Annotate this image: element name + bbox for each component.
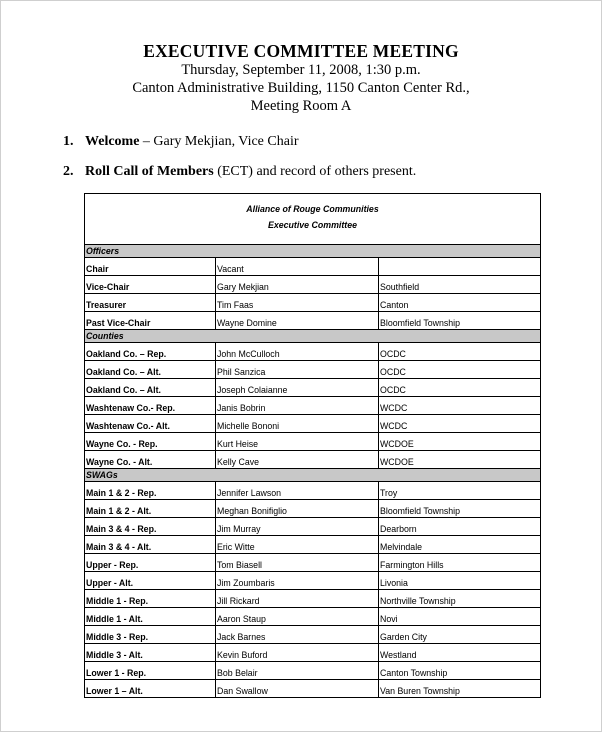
agenda-number: 2. (63, 164, 74, 179)
table-row (85, 572, 540, 590)
community-cell: WCDC (378, 415, 540, 432)
table-row (85, 451, 540, 469)
table-row (85, 276, 540, 294)
table-row (85, 294, 540, 312)
position-cell: Washtenaw Co.- Rep. (86, 403, 176, 413)
community-cell: WCDOE (378, 433, 540, 450)
table-row (85, 258, 540, 276)
member-name-cell: Jill Rickard (215, 590, 378, 607)
table-row (85, 680, 540, 697)
table-row (85, 608, 540, 626)
member-name-cell: Kurt Heise (215, 433, 378, 450)
position-cell: Main 1 & 2 - Rep. (86, 488, 157, 498)
community-cell: Novi (378, 608, 540, 625)
table-row (85, 554, 540, 572)
position-cell: Treasurer (86, 300, 127, 310)
position-cell: Main 3 & 4 - Rep. (86, 524, 157, 534)
community-cell: Bloomfield Township (378, 312, 540, 329)
position-cell: Middle 3 - Rep. (86, 632, 149, 642)
table-body (85, 245, 540, 697)
position-cell: Vice-Chair (86, 282, 130, 292)
member-name-cell: Meghan Bonifiglio (215, 500, 378, 517)
community-cell: Garden City (378, 626, 540, 643)
table-row (85, 536, 540, 554)
table-row (85, 415, 540, 433)
table-row (85, 397, 540, 415)
community-cell: Farmington Hills (378, 554, 540, 571)
agenda-number: 1. (63, 134, 74, 149)
position-cell: Main 3 & 4 - Alt. (86, 542, 152, 552)
community-cell: Northville Township (378, 590, 540, 607)
table-row (85, 662, 540, 680)
meeting-location: Canton Administrative Building, 1150 Canton Center Rd., (132, 80, 470, 96)
position-cell: Main 1 & 2 - Alt. (86, 506, 152, 516)
position-cell: Past Vice-Chair (86, 318, 151, 328)
member-name-cell: Joseph Colaianne (215, 379, 378, 396)
table-row (85, 590, 540, 608)
community-cell: Southfield (378, 276, 540, 293)
position-cell: Middle 1 - Alt. (86, 614, 143, 624)
agenda-heading: Roll Call of Members (85, 164, 214, 179)
member-name-cell: Kevin Buford (215, 644, 378, 661)
table-section-header: Officers (85, 245, 540, 258)
table-row (85, 312, 540, 330)
position-cell: Wayne Co. - Rep. (86, 439, 158, 449)
member-name-cell: Michelle Bononi (215, 415, 378, 432)
agenda-item-roll-call (63, 164, 416, 180)
table-section-header: SWAGs (85, 469, 540, 482)
table-row (85, 379, 540, 397)
position-cell: Upper - Alt. (86, 578, 134, 588)
agenda-item-welcome (63, 134, 299, 150)
member-name-cell: Vacant (215, 258, 378, 275)
position-cell: Middle 1 - Rep. (86, 596, 149, 606)
community-cell: OCDC (378, 361, 540, 378)
position-cell: Upper - Rep. (86, 560, 139, 570)
member-name-cell: Tom Biasell (215, 554, 378, 571)
community-cell: OCDC (378, 379, 540, 396)
table-row (85, 644, 540, 662)
agenda-text: – Gary Mekjian, Vice Chair (139, 134, 299, 149)
meeting-header (1, 41, 601, 115)
community-cell: WCDC (378, 397, 540, 414)
community-cell: WCDOE (378, 451, 540, 468)
community-cell: Westland (378, 644, 540, 661)
member-name-cell: Dan Swallow (215, 680, 378, 697)
meeting-title: EXECUTIVE COMMITTEE MEETING (143, 41, 459, 61)
table-row (85, 500, 540, 518)
member-name-cell: Bob Belair (215, 662, 378, 679)
meeting-date: Thursday, September 11, 2008, 1:30 p.m. (181, 62, 421, 78)
community-cell: Melvindale (378, 536, 540, 553)
community-cell: Troy (378, 482, 540, 499)
position-cell: Oakland Co. – Rep. (86, 349, 167, 359)
position-cell: Oakland Co. – Alt. (86, 367, 161, 377)
agenda-heading: Welcome (85, 134, 140, 149)
member-name-cell: Kelly Cave (215, 451, 378, 468)
table-header (85, 194, 540, 245)
table-row (85, 626, 540, 644)
member-name-cell: Jack Barnes (215, 626, 378, 643)
member-name-cell: Gary Mekjian (215, 276, 378, 293)
member-name-cell: Eric Witte (215, 536, 378, 553)
meeting-room: Meeting Room A (250, 98, 352, 114)
community-cell: Bloomfield Township (378, 500, 540, 517)
table-row (85, 343, 540, 361)
community-cell: Canton Township (378, 662, 540, 679)
position-cell: Wayne Co. - Alt. (86, 457, 153, 467)
table-row (85, 482, 540, 500)
member-name-cell: Janis Bobrin (215, 397, 378, 414)
community-cell: Dearborn (378, 518, 540, 535)
position-cell: Washtenaw Co.- Alt. (86, 421, 170, 431)
community-cell (378, 258, 540, 275)
member-name-cell: Jennifer Lawson (215, 482, 378, 499)
table-title: Alliance of Rouge Communities (246, 204, 379, 214)
member-name-cell: Tim Faas (215, 294, 378, 311)
table-subtitle: Executive Committee (268, 220, 357, 230)
member-name-cell: Wayne Domine (215, 312, 378, 329)
table-section-header: Counties (85, 330, 540, 343)
position-cell: Lower 1 - Rep. (86, 668, 147, 678)
member-name-cell: Aaron Staup (215, 608, 378, 625)
table-row (85, 433, 540, 451)
community-cell: Canton (378, 294, 540, 311)
community-cell: Livonia (378, 572, 540, 589)
table-row (85, 361, 540, 379)
community-cell: Van Buren Township (378, 680, 540, 697)
position-cell: Oakland Co. – Alt. (86, 385, 161, 395)
member-name-cell: Jim Zoumbaris (215, 572, 378, 589)
position-cell: Middle 3 - Alt. (86, 650, 143, 660)
community-cell: OCDC (378, 343, 540, 360)
member-name-cell: John McCulloch (215, 343, 378, 360)
position-cell: Chair (86, 264, 109, 274)
member-name-cell: Phil Sanzica (215, 361, 378, 378)
table-row (85, 518, 540, 536)
member-name-cell: Jim Murray (215, 518, 378, 535)
position-cell: Lower 1 – Alt. (86, 686, 143, 696)
agenda-text: (ECT) and record of others present. (213, 164, 417, 179)
members-table (84, 193, 541, 698)
